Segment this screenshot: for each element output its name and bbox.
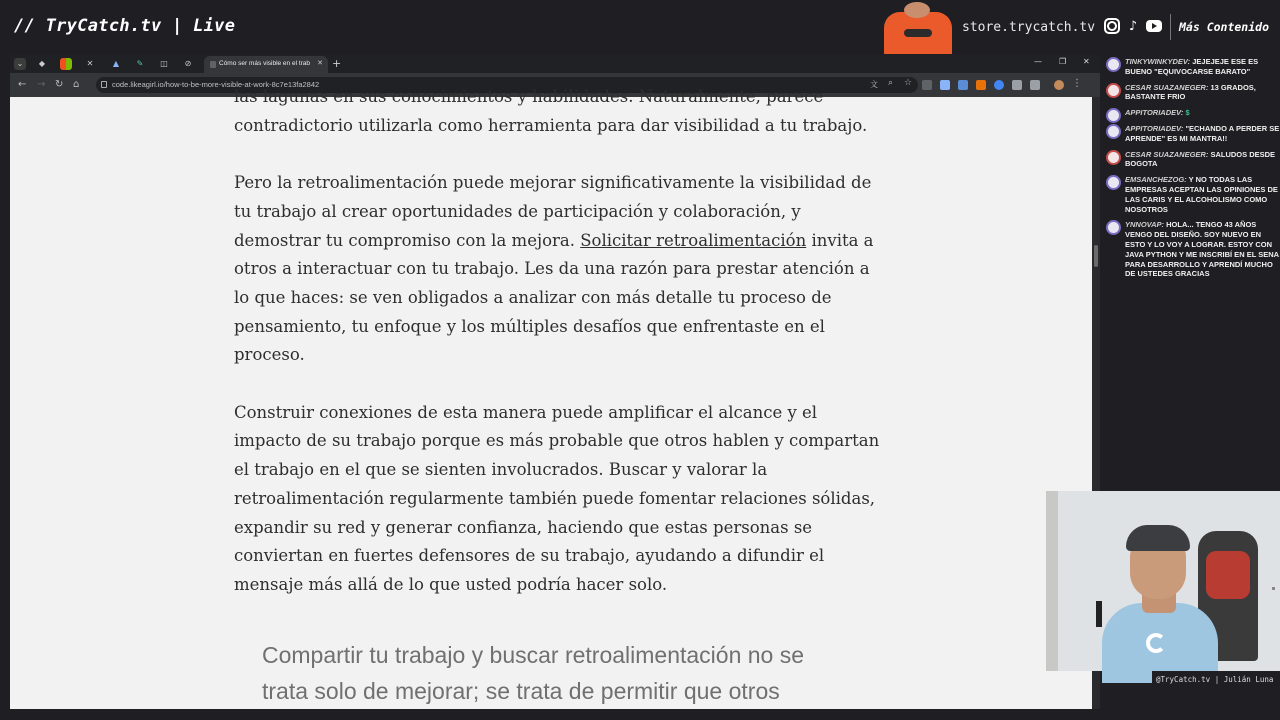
extension-5-icon[interactable] (994, 80, 1004, 90)
text-line: mensaje más allá de lo que usted podría hacer solo. (234, 574, 668, 594)
store-shirt-image (884, 12, 952, 54)
text-line: otros a interactuar con tu trabajo. Les da una razón para prestar atención a (234, 259, 870, 279)
scrollbar-thumb[interactable] (1094, 245, 1098, 267)
chat-username: CESAR SUAZANEGER: (1125, 82, 1209, 92)
chat-avatar (1106, 175, 1121, 190)
header-divider (1170, 14, 1171, 40)
channel-brand: // TryCatch.tv | Live (14, 16, 236, 36)
quote-line: trata solo de mejorar; se trata de permitir que otros (262, 677, 780, 704)
pinned-tab-1[interactable]: ◆ (38, 59, 46, 68)
profile-avatar[interactable] (1054, 80, 1064, 90)
new-tab-button[interactable]: + (332, 57, 342, 70)
translate-icon[interactable]: 文 (870, 80, 878, 89)
chat-text: SALUDOS DESDE BOGOTA (1125, 149, 1276, 169)
chat-username: YNNOVAP: (1125, 220, 1165, 230)
chat-avatar (1106, 124, 1121, 139)
paragraph (234, 83, 874, 140)
bookmark-star-icon[interactable]: ☆ (904, 78, 913, 88)
chat-username: TINKYWINKYDEV: (1125, 57, 1191, 66)
restore-button[interactable]: ❐ (1059, 57, 1067, 66)
chat-message (1100, 57, 1280, 77)
tiktok-icon: ♪ (1128, 18, 1138, 34)
tab-title: Cómo ser más visible en el trab (219, 60, 311, 67)
chat-username: CESAR SUAZANEGER: (1125, 149, 1209, 159)
webcam-caption (1152, 671, 1280, 689)
text-line: invita a (806, 230, 874, 250)
home-button[interactable]: ⌂ (73, 79, 80, 90)
text-line: tu trabajo al crear oportunidades de participación y colaboración, y (234, 201, 801, 221)
chat-avatar (1106, 57, 1121, 72)
feedback-link[interactable]: Solicitar retroalimentación (580, 230, 807, 250)
chat-username: APPITORIADEV: (1125, 108, 1184, 118)
pinned-tab-4[interactable]: ▲ (112, 59, 120, 68)
webcam-feed (1046, 491, 1280, 671)
chat-text: "ECHANDO A PERDER SE APRENDE" ES MI MANTRA!! (1125, 123, 1280, 143)
pull-quote (262, 638, 882, 709)
forward-button[interactable]: → (37, 79, 46, 90)
text-line: el trabajo en el que se sienten involucrados. Buscar y valorar la (234, 460, 768, 480)
paragraph (234, 399, 880, 600)
text-line: lo que haces: se ven obligados a analizar con más detalle tu proceso de (234, 287, 832, 307)
extension-3-icon[interactable] (958, 80, 968, 90)
pinned-tab-x[interactable]: ✕ (86, 59, 94, 68)
chat-text: HOLA... TENGO 43 AÑOS VENGO DEL DISEÑO. SOY NUEVO EN ESTO Y LO VOY A LOGRAR. ESTOY CON JAVA PYTHON Y ME INSCRIBÍ EN EL SENA PARA DESARROLLO Y APRENDÍ MUCHO DE USTEDES GRACIAS (1125, 220, 1279, 279)
wall-outlet (1272, 587, 1275, 590)
chat-username: EMSANCHEZOG: (1125, 175, 1187, 185)
extension-6-icon[interactable] (1012, 80, 1022, 90)
text-line: demostrar tu compromiso con la mejora. (234, 230, 581, 250)
extension-4-icon[interactable] (976, 80, 986, 90)
pinned-tab-6[interactable]: ◫ (160, 59, 168, 68)
webcam-background (1046, 491, 1058, 671)
article-body (234, 83, 880, 628)
site-info-icon[interactable] (101, 81, 107, 88)
tab-active[interactable] (204, 56, 328, 73)
text-line: conviertan en fuertes defensores de su trabajo, ayudando a difundir el (234, 546, 825, 566)
quote-line: Compartir tu trabajo y buscar retroalimentación no se (262, 642, 805, 668)
more-content-label: Más Contenido (1179, 20, 1270, 34)
chair-accent (1206, 551, 1250, 599)
tab-strip (10, 55, 1100, 73)
text-line: pensamiento, tu enfoque y los múltiples desafíos que enfrentaste en el (234, 316, 825, 336)
zoom-icon[interactable]: ⌕ (888, 78, 894, 88)
store-url: store.trycatch.tv (962, 20, 1096, 35)
text-line: Construir conexiones de esta manera puede amplificar el alcance y el (234, 402, 818, 422)
extension-pen-icon[interactable] (922, 80, 932, 90)
tab-search-icon[interactable]: ⌄ (14, 58, 26, 70)
chat-avatar (1106, 220, 1121, 235)
chat-avatar (1106, 150, 1121, 165)
chat-text: 13 GRADOS, BASTANTE FRIO (1125, 82, 1256, 102)
browser-window (10, 55, 1100, 709)
youtube-icon (1146, 20, 1162, 32)
tab-favicon-icon (210, 61, 216, 68)
webcam-caption-text: @TryCatch.tv | Julián Luna (1156, 675, 1274, 684)
text-line: retroalimentación regularmente también puede fomentar relaciones sólidas, (234, 488, 876, 508)
chat-message (1100, 220, 1280, 279)
text-line: Pero la retroalimentación puede mejorar significativamente la visibilidad de (234, 173, 872, 193)
emote-icon: $ (1185, 108, 1190, 118)
microphone (1096, 601, 1102, 627)
chat-message (1100, 83, 1280, 103)
tab-close-icon[interactable]: ✕ (317, 59, 323, 67)
streamer-cap (1126, 525, 1190, 551)
text-line: las lagunas en sus conocimientos y habilidades. Naturalmente, parece (234, 87, 824, 106)
stream-header (0, 0, 1280, 55)
chat-avatar (1106, 108, 1121, 123)
chat-text: JEJEJEJE ESE ES BUENO "EQUIVOCARSE BARATO" (1125, 57, 1259, 76)
page-content (10, 87, 1092, 709)
pinned-tab-5[interactable]: ✎ (136, 59, 144, 68)
chat-message (1100, 108, 1280, 118)
back-button[interactable]: ← (18, 79, 27, 90)
text-line: contradictorio utilizarla como herramienta para dar visibilidad a tu trabajo. (234, 115, 868, 135)
live-chat (1100, 55, 1280, 312)
extensions-puzzle-icon[interactable] (1030, 80, 1040, 90)
chat-message (1100, 150, 1280, 170)
chat-message (1100, 175, 1280, 214)
close-window-button[interactable]: ✕ (1083, 57, 1090, 66)
chat-avatar (1106, 83, 1121, 98)
text-line: impacto de su trabajo porque es más probable que otros hablen y compartan (234, 431, 880, 451)
instagram-icon (1104, 18, 1120, 34)
chat-message (1100, 124, 1280, 144)
text-line: proceso. (234, 345, 305, 365)
pinned-tab-7[interactable]: ⊘ (184, 59, 192, 68)
address-url[interactable]: code.likeagirl.io/how-to-be-more-visible-at-work-8c7e13fa2842 (112, 80, 320, 89)
social-icons (1104, 18, 1162, 34)
extension-2-icon[interactable] (940, 80, 950, 90)
text-line: expandir su red y generar confianza, haciendo que estas personas se (234, 517, 813, 537)
chat-username: APPITORIADEV: (1125, 123, 1184, 133)
menu-kebab-icon[interactable]: ⋮ (1072, 78, 1082, 89)
shirt-logo (1146, 633, 1166, 653)
chat-text: Y NO TODAS LAS EMPRESAS ACEPTAN LAS OPINIONES DE LAS CARIS Y EL ALCOHOLISMO COMO NOSOTROS (1125, 175, 1278, 214)
minimize-button[interactable]: — (1034, 57, 1042, 66)
paragraph (234, 169, 874, 370)
pinned-tab-2[interactable] (60, 58, 72, 70)
reload-button[interactable]: ↻ (55, 79, 64, 90)
